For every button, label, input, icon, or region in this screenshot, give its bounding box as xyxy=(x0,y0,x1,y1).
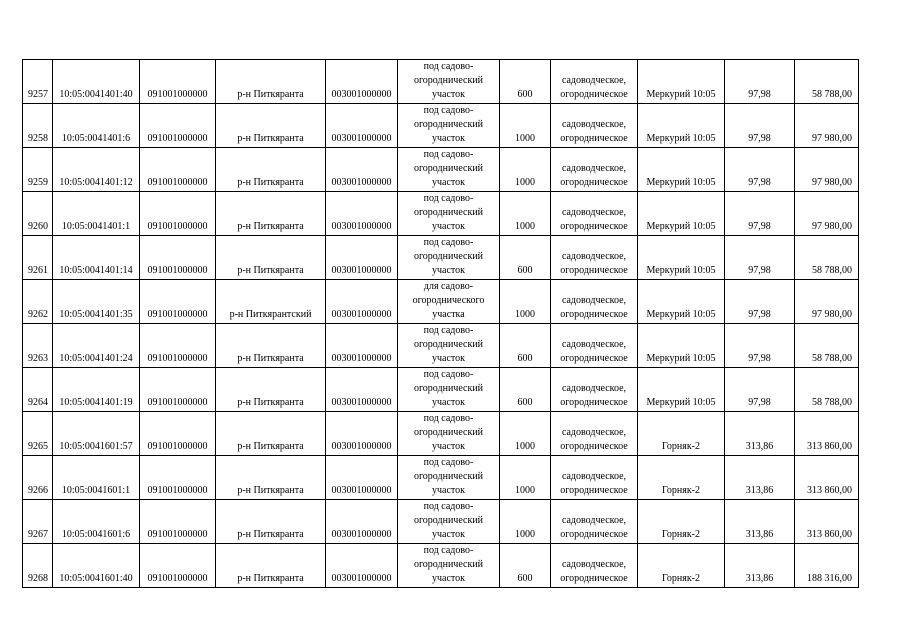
category-code-cell: 003001000000 xyxy=(326,412,398,456)
rate-cell: 97,98 xyxy=(725,192,795,236)
table-row xyxy=(23,104,859,148)
amount-cell: 58 788,00 xyxy=(795,368,859,412)
district-cell: р-н Питкяранта xyxy=(216,500,326,544)
table-row xyxy=(23,500,859,544)
purpose-cell: под садово-огороднический участок xyxy=(398,368,500,412)
location-cell: Горняк-2 xyxy=(638,544,725,588)
location-cell: Горняк-2 xyxy=(638,456,725,500)
cadastral-number-cell: 10:05:0041401:12 xyxy=(53,148,140,192)
table-row xyxy=(23,368,859,412)
rate-cell: 97,98 xyxy=(725,236,795,280)
purpose-cell: под садово-огороднический участок xyxy=(398,60,500,104)
purpose-cell: под садово-огороднический участок xyxy=(398,324,500,368)
purpose-cell: для садово-огороднического участка xyxy=(398,280,500,324)
table-row xyxy=(23,236,859,280)
area-cell: 600 xyxy=(500,544,551,588)
category-code-cell: 003001000000 xyxy=(326,368,398,412)
amount-cell: 97 980,00 xyxy=(795,280,859,324)
row-id-cell: 9260 xyxy=(23,192,53,236)
cadastral-number-cell: 10:05:0041401:6 xyxy=(53,104,140,148)
usage-cell: садоводческое, огородническое xyxy=(551,456,638,500)
location-cell: Меркурий 10:05 xyxy=(638,324,725,368)
category-code-cell: 003001000000 xyxy=(326,324,398,368)
cadastral-number-cell: 10:05:0041401:14 xyxy=(53,236,140,280)
rate-cell: 97,98 xyxy=(725,324,795,368)
location-cell: Горняк-2 xyxy=(638,412,725,456)
location-cell: Горняк-2 xyxy=(638,500,725,544)
usage-cell: садоводческое, огородническое xyxy=(551,60,638,104)
purpose-cell: под садово-огороднический участок xyxy=(398,236,500,280)
usage-cell: садоводческое, огородническое xyxy=(551,192,638,236)
okato-code-cell: 091001000000 xyxy=(140,60,216,104)
district-cell: р-н Питкяранта xyxy=(216,192,326,236)
row-id-cell: 9257 xyxy=(23,60,53,104)
area-cell: 1000 xyxy=(500,412,551,456)
rate-cell: 313,86 xyxy=(725,544,795,588)
district-cell: р-н Питкяранта xyxy=(216,324,326,368)
purpose-cell: под садово-огороднический участок xyxy=(398,500,500,544)
amount-cell: 313 860,00 xyxy=(795,500,859,544)
area-cell: 1000 xyxy=(500,280,551,324)
rate-cell: 313,86 xyxy=(725,412,795,456)
location-cell: Меркурий 10:05 xyxy=(638,280,725,324)
row-id-cell: 9262 xyxy=(23,280,53,324)
cadastral-number-cell: 10:05:0041401:24 xyxy=(53,324,140,368)
district-cell: р-н Питкярантский xyxy=(216,280,326,324)
location-cell: Меркурий 10:05 xyxy=(638,368,725,412)
amount-cell: 97 980,00 xyxy=(795,148,859,192)
row-id-cell: 9265 xyxy=(23,412,53,456)
location-cell: Меркурий 10:05 xyxy=(638,192,725,236)
category-code-cell: 003001000000 xyxy=(326,192,398,236)
usage-cell: садоводческое, огородническое xyxy=(551,544,638,588)
category-code-cell: 003001000000 xyxy=(326,280,398,324)
district-cell: р-н Питкяранта xyxy=(216,544,326,588)
row-id-cell: 9264 xyxy=(23,368,53,412)
district-cell: р-н Питкяранта xyxy=(216,456,326,500)
table-row xyxy=(23,324,859,368)
district-cell: р-н Питкяранта xyxy=(216,236,326,280)
usage-cell: садоводческое, огородническое xyxy=(551,148,638,192)
purpose-cell: под садово-огороднический участок xyxy=(398,192,500,236)
cadastral-number-cell: 10:05:0041601:40 xyxy=(53,544,140,588)
district-cell: р-н Питкяранта xyxy=(216,412,326,456)
category-code-cell: 003001000000 xyxy=(326,60,398,104)
district-cell: р-н Питкяранта xyxy=(216,148,326,192)
cadastral-number-cell: 10:05:0041401:35 xyxy=(53,280,140,324)
table-row xyxy=(23,148,859,192)
location-cell: Меркурий 10:05 xyxy=(638,148,725,192)
okato-code-cell: 091001000000 xyxy=(140,456,216,500)
cadastral-number-cell: 10:05:0041401:40 xyxy=(53,60,140,104)
rate-cell: 313,86 xyxy=(725,500,795,544)
row-id-cell: 9267 xyxy=(23,500,53,544)
row-id-cell: 9266 xyxy=(23,456,53,500)
amount-cell: 58 788,00 xyxy=(795,236,859,280)
okato-code-cell: 091001000000 xyxy=(140,236,216,280)
okato-code-cell: 091001000000 xyxy=(140,192,216,236)
usage-cell: садоводческое, огородническое xyxy=(551,104,638,148)
purpose-cell: под садово-огороднический участок xyxy=(398,104,500,148)
table-row xyxy=(23,412,859,456)
amount-cell: 97 980,00 xyxy=(795,192,859,236)
row-id-cell: 9268 xyxy=(23,544,53,588)
cadastral-number-cell: 10:05:0041401:1 xyxy=(53,192,140,236)
area-cell: 1000 xyxy=(500,192,551,236)
rate-cell: 97,98 xyxy=(725,280,795,324)
land-registry-table xyxy=(22,59,859,588)
purpose-cell: под садово-огороднический участок xyxy=(398,544,500,588)
usage-cell: садоводческое, огородническое xyxy=(551,324,638,368)
okato-code-cell: 091001000000 xyxy=(140,324,216,368)
category-code-cell: 003001000000 xyxy=(326,104,398,148)
area-cell: 600 xyxy=(500,60,551,104)
purpose-cell: под садово-огороднический участок xyxy=(398,456,500,500)
rate-cell: 97,98 xyxy=(725,368,795,412)
area-cell: 600 xyxy=(500,324,551,368)
row-id-cell: 9259 xyxy=(23,148,53,192)
table-body xyxy=(23,60,859,588)
purpose-cell: под садово-огороднический участок xyxy=(398,148,500,192)
amount-cell: 188 316,00 xyxy=(795,544,859,588)
okato-code-cell: 091001000000 xyxy=(140,544,216,588)
location-cell: Меркурий 10:05 xyxy=(638,104,725,148)
amount-cell: 313 860,00 xyxy=(795,456,859,500)
usage-cell: садоводческое, огородническое xyxy=(551,412,638,456)
area-cell: 600 xyxy=(500,236,551,280)
location-cell: Меркурий 10:05 xyxy=(638,60,725,104)
category-code-cell: 003001000000 xyxy=(326,544,398,588)
area-cell: 1000 xyxy=(500,456,551,500)
okato-code-cell: 091001000000 xyxy=(140,148,216,192)
amount-cell: 313 860,00 xyxy=(795,412,859,456)
category-code-cell: 003001000000 xyxy=(326,500,398,544)
category-code-cell: 003001000000 xyxy=(326,456,398,500)
usage-cell: садоводческое, огородническое xyxy=(551,236,638,280)
usage-cell: садоводческое, огородническое xyxy=(551,368,638,412)
rate-cell: 97,98 xyxy=(725,60,795,104)
row-id-cell: 9258 xyxy=(23,104,53,148)
okato-code-cell: 091001000000 xyxy=(140,412,216,456)
okato-code-cell: 091001000000 xyxy=(140,280,216,324)
okato-code-cell: 091001000000 xyxy=(140,368,216,412)
usage-cell: садоводческое, огородническое xyxy=(551,500,638,544)
cadastral-number-cell: 10:05:0041401:19 xyxy=(53,368,140,412)
rate-cell: 313,86 xyxy=(725,456,795,500)
table-row xyxy=(23,60,859,104)
cadastral-number-cell: 10:05:0041601:57 xyxy=(53,412,140,456)
table-row xyxy=(23,544,859,588)
purpose-cell: под садово-огороднический участок xyxy=(398,412,500,456)
table-row xyxy=(23,456,859,500)
district-cell: р-н Питкяранта xyxy=(216,104,326,148)
row-id-cell: 9263 xyxy=(23,324,53,368)
area-cell: 600 xyxy=(500,368,551,412)
category-code-cell: 003001000000 xyxy=(326,236,398,280)
row-id-cell: 9261 xyxy=(23,236,53,280)
area-cell: 1000 xyxy=(500,148,551,192)
rate-cell: 97,98 xyxy=(725,104,795,148)
district-cell: р-н Питкяранта xyxy=(216,368,326,412)
area-cell: 1000 xyxy=(500,500,551,544)
cadastral-number-cell: 10:05:0041601:6 xyxy=(53,500,140,544)
category-code-cell: 003001000000 xyxy=(326,148,398,192)
cadastral-number-cell: 10:05:0041601:1 xyxy=(53,456,140,500)
usage-cell: садоводческое, огородническое xyxy=(551,280,638,324)
rate-cell: 97,98 xyxy=(725,148,795,192)
okato-code-cell: 091001000000 xyxy=(140,500,216,544)
amount-cell: 97 980,00 xyxy=(795,104,859,148)
okato-code-cell: 091001000000 xyxy=(140,104,216,148)
table-row xyxy=(23,280,859,324)
district-cell: р-н Питкяранта xyxy=(216,60,326,104)
location-cell: Меркурий 10:05 xyxy=(638,236,725,280)
table-row xyxy=(23,192,859,236)
amount-cell: 58 788,00 xyxy=(795,60,859,104)
area-cell: 1000 xyxy=(500,104,551,148)
amount-cell: 58 788,00 xyxy=(795,324,859,368)
